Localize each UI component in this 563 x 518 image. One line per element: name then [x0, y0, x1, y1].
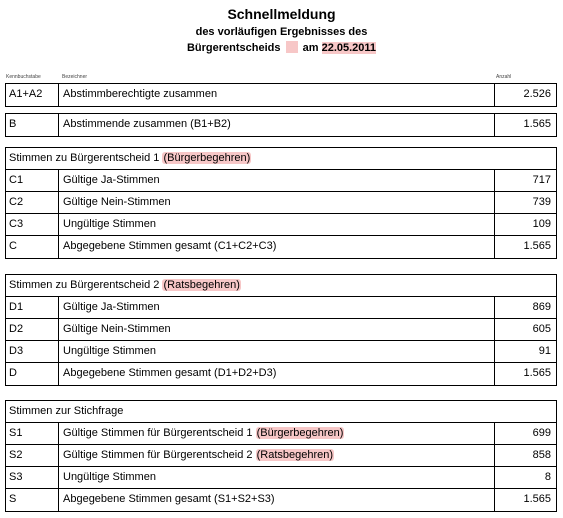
column-divider: [494, 114, 495, 136]
column-divider: [494, 170, 495, 191]
row-label: [63, 240, 276, 252]
column-divider: [494, 467, 495, 488]
row-label-text: Abstimmberechtigte zusammen: [63, 88, 218, 100]
column-divider: [58, 297, 59, 318]
column-divider: [494, 214, 495, 235]
column-divider: [58, 84, 59, 106]
column-divider: [494, 319, 495, 340]
column-divider: [58, 319, 59, 340]
column-divider: [494, 297, 495, 318]
column-divider: [58, 214, 59, 235]
section-title: Stimmen zu Bürgerentscheid 1: [9, 152, 160, 164]
table-row: [6, 236, 556, 258]
row-label: [63, 88, 217, 100]
row-value: 739: [532, 196, 551, 208]
table-row: [6, 192, 556, 214]
row-label: [63, 118, 231, 130]
row-value: 91: [538, 345, 551, 357]
row-label: [63, 174, 160, 186]
row-tag: (Bürgerbegehren): [256, 427, 344, 439]
row-code: D1: [9, 301, 24, 313]
table-row: [6, 214, 556, 236]
row-value: 605: [532, 323, 551, 335]
column-divider: [494, 84, 495, 106]
report-title: Schnellmeldung: [227, 6, 336, 22]
row-label: [63, 471, 156, 483]
column-header-label: Bezeichner: [62, 74, 88, 80]
row-label-text: Ungültige Stimmen: [63, 218, 156, 230]
row-code: D: [9, 367, 17, 379]
row-code: D2: [9, 323, 24, 335]
row-code: C: [9, 240, 17, 252]
row-label: [63, 493, 275, 505]
column-header-code: Kennbuchstabe: [6, 74, 41, 80]
section-tag: (Bürgerbegehren): [163, 152, 251, 164]
row-label: [63, 196, 171, 208]
subtitle-prefix: Bürgerentscheids: [186, 42, 281, 54]
row-code: B: [9, 118, 17, 130]
row-label: [63, 323, 171, 335]
table-row: [6, 467, 556, 489]
section-title: Stimmen zu Bürgerentscheid 2: [9, 279, 160, 291]
report-subtitle: des vorläufigen Ergebnisses des: [195, 26, 368, 38]
section-table: [5, 274, 557, 386]
row-code: C3: [9, 218, 24, 230]
row-label-text: Gültige Nein-Stimmen: [63, 323, 171, 335]
column-divider: [58, 114, 59, 136]
section-heading: [6, 148, 556, 170]
column-divider: [58, 423, 59, 444]
row-value: 109: [532, 218, 551, 230]
section-table: [5, 147, 557, 259]
section-title: Stimmen zur Stichfrage: [9, 405, 124, 417]
row-label-text: Abgegebene Stimmen gesamt (S1+S2+S3): [63, 493, 275, 505]
section-table: [5, 400, 557, 512]
row-code: C1: [9, 174, 24, 186]
row-code: C2: [9, 196, 24, 208]
column-header-value: Anzahl: [496, 74, 512, 80]
row-code: S1: [9, 427, 23, 439]
table-row: [6, 84, 556, 106]
row-value: 1.565: [523, 493, 551, 505]
row-label-text: Abgegebene Stimmen gesamt (D1+D2+D3): [63, 367, 277, 379]
summary-box: [5, 113, 557, 137]
row-label-text: Abstimmende zusammen (B1+B2): [63, 118, 231, 130]
row-value: 869: [532, 301, 551, 313]
row-value: 2.526: [523, 88, 551, 100]
row-value: 8: [544, 471, 551, 483]
table-row: [6, 341, 556, 363]
column-divider: [494, 423, 495, 444]
section-heading: [6, 401, 556, 423]
column-divider: [494, 192, 495, 213]
column-divider: [58, 489, 59, 511]
row-value: 1.565: [523, 240, 551, 252]
table-row: [6, 445, 556, 467]
table-row: [6, 170, 556, 192]
subtitle-am: am: [302, 42, 319, 54]
section-heading: [6, 275, 556, 297]
row-label-text: Ungültige Stimmen: [63, 471, 156, 483]
table-row: [6, 297, 556, 319]
row-label-text: Gültige Stimmen für Bürgerentscheid 2: [63, 449, 253, 461]
section-tag: (Ratsbegehren): [163, 279, 240, 291]
column-divider: [494, 341, 495, 362]
column-divider: [58, 236, 59, 258]
blank-highlight-field: [286, 41, 298, 53]
row-code: A1+A2: [9, 88, 43, 100]
row-label-text: Gültige Ja-Stimmen: [63, 301, 160, 313]
table-row: [6, 423, 556, 445]
column-divider: [494, 363, 495, 385]
row-value: 1.565: [523, 367, 551, 379]
column-divider: [58, 170, 59, 191]
report-date: 22.05.2011: [321, 42, 377, 54]
column-divider: [494, 489, 495, 511]
table-row: [6, 363, 556, 385]
row-label: [63, 449, 334, 461]
row-value: 1.565: [523, 118, 551, 130]
column-divider: [58, 445, 59, 466]
row-label-text: Gültige Ja-Stimmen: [63, 174, 160, 186]
row-label-text: Gültige Stimmen für Bürgerentscheid 1: [63, 427, 253, 439]
column-divider: [494, 445, 495, 466]
table-row: [6, 489, 556, 511]
column-divider: [58, 467, 59, 488]
table-row: [6, 114, 556, 136]
report-subtitle-2: [0, 41, 563, 54]
row-label-text: Ungültige Stimmen: [63, 345, 156, 357]
row-value: 699: [532, 427, 551, 439]
column-divider: [58, 363, 59, 385]
row-label: [63, 367, 276, 379]
row-label-text: Gültige Nein-Stimmen: [63, 196, 171, 208]
row-label: [63, 427, 344, 439]
row-tag: (Ratsbegehren): [256, 449, 334, 461]
summary-box: [5, 83, 557, 107]
row-code: S: [9, 493, 17, 505]
row-label-text: Abgegebene Stimmen gesamt (C1+C2+C3): [63, 240, 277, 252]
row-label: [63, 218, 156, 230]
table-row: [6, 319, 556, 341]
row-value: 717: [532, 174, 551, 186]
row-code: S2: [9, 449, 23, 461]
row-code: D3: [9, 345, 24, 357]
column-divider: [494, 236, 495, 258]
row-label: [63, 345, 156, 357]
column-divider: [58, 341, 59, 362]
row-label: [63, 301, 160, 313]
row-code: S3: [9, 471, 23, 483]
row-value: 858: [532, 449, 551, 461]
column-divider: [58, 192, 59, 213]
